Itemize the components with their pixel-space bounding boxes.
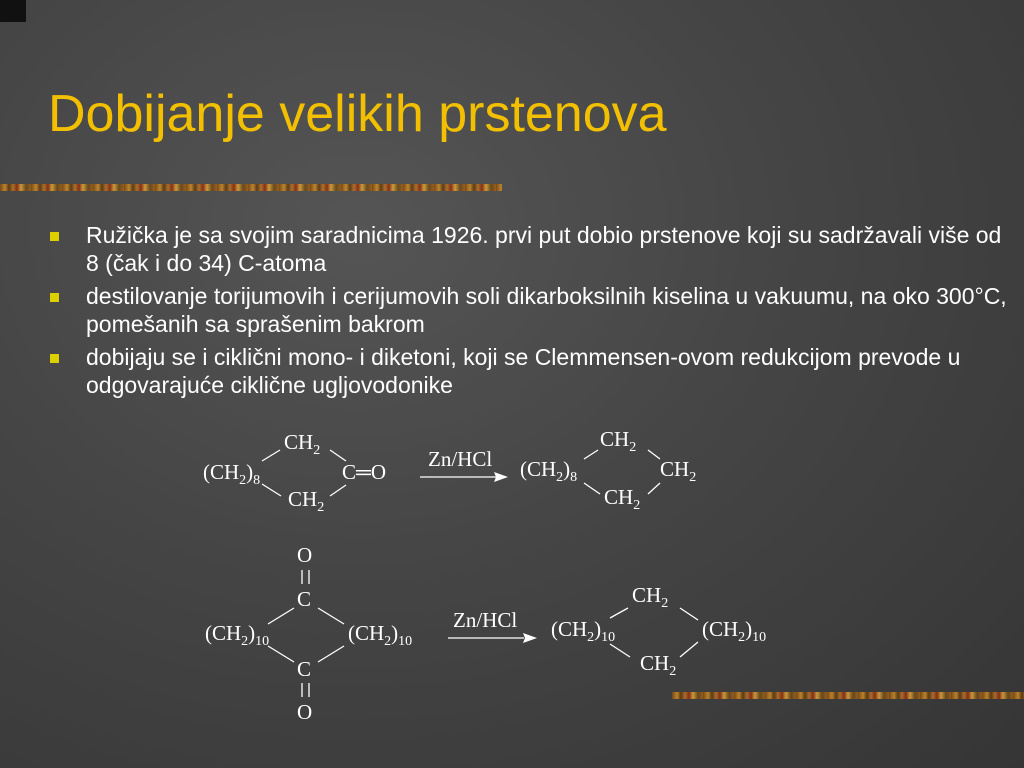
bond [318, 646, 344, 662]
scheme1-product-bottom-ch2: $CH_2$ [604, 485, 641, 513]
bond [610, 608, 628, 618]
scheme1-product [520, 427, 696, 513]
scheme2-product-left-chain: $(CH_2)_{10}$ [551, 617, 616, 645]
scheme1-arrow [420, 447, 508, 482]
scheme-1 [203, 427, 696, 515]
scheme1-product-chain: $(CH_2)_8$ [520, 457, 578, 485]
bond [262, 484, 281, 496]
bond [268, 608, 294, 624]
scheme2-product-right-chain: $(CH_2)_{10}$ [702, 617, 767, 645]
bullet-text: dobijaju se i ciklični mono- i diketoni, koji se Clemmensen-ovom redukcijom prevode u odgovarajuće ciklične ugljovodonike [86, 344, 961, 398]
scheme1-product-top-ch2: $CH_2$ [600, 427, 637, 455]
scheme1-reagent: Zn/HCl [428, 447, 493, 471]
bullet-text: Ružička je sa svojim saradnicima 1926. prvi put dobio prstenove koji su sadržavali više od 8 (čak i do 34) C-atoma [86, 222, 1002, 276]
scheme2-product-top-ch2: $CH_2$ [632, 583, 669, 611]
scheme1-reactant-bottom-ch2: $CH_2$ [288, 487, 325, 515]
bond [584, 483, 600, 494]
bullet-text: destilovanje torijumovih i cerijumovih soli dikarboksilnih kiselina u vakuumu, na oko 300°C, pomešanih sa sprašenim bakrom [86, 283, 1007, 337]
bond [584, 450, 598, 459]
bottom-decorative-bar [672, 692, 1024, 699]
scheme1-reactant-chain: $(CH_2)_8$ [203, 460, 261, 488]
scheme2-top-carbon: C [297, 587, 312, 611]
scheme2-arrow [448, 608, 537, 643]
scheme2-product [551, 583, 766, 679]
bond [648, 483, 660, 494]
bond [648, 450, 660, 459]
scheme2-bottom-oxygen: O [297, 700, 313, 724]
scheme2-top-oxygen: O [297, 543, 313, 567]
scheme1-reactant-top-ch2: $CH_2$ [284, 430, 321, 458]
scheme2-reactant-left-chain: $(CH_2)_{10}$ [205, 621, 270, 649]
scheme2-reactant-right-chain: $(CH_2)_{10}$ [348, 621, 413, 649]
bond [262, 450, 280, 461]
bond [680, 608, 698, 620]
scheme2-bottom-carbon: C [297, 657, 312, 681]
scheme2-reagent: Zn/HCl [453, 608, 518, 632]
bond [680, 642, 698, 657]
scheme1-product-right-ch2: $CH_2$ [660, 457, 697, 485]
bond [318, 608, 344, 624]
arrowhead-icon [523, 633, 537, 643]
scheme1-reactant-carbonyl: C═O [342, 460, 387, 484]
scheme2-reactant [205, 543, 412, 724]
bond [330, 485, 346, 496]
slide-title: Dobijanje velikih prstenova [48, 85, 667, 143]
bond [268, 646, 294, 662]
arrowhead-icon [494, 472, 508, 482]
bond [610, 644, 630, 657]
scheme1-reactant [203, 430, 386, 515]
scheme2-product-bottom-ch2: $CH_2$ [640, 651, 677, 679]
